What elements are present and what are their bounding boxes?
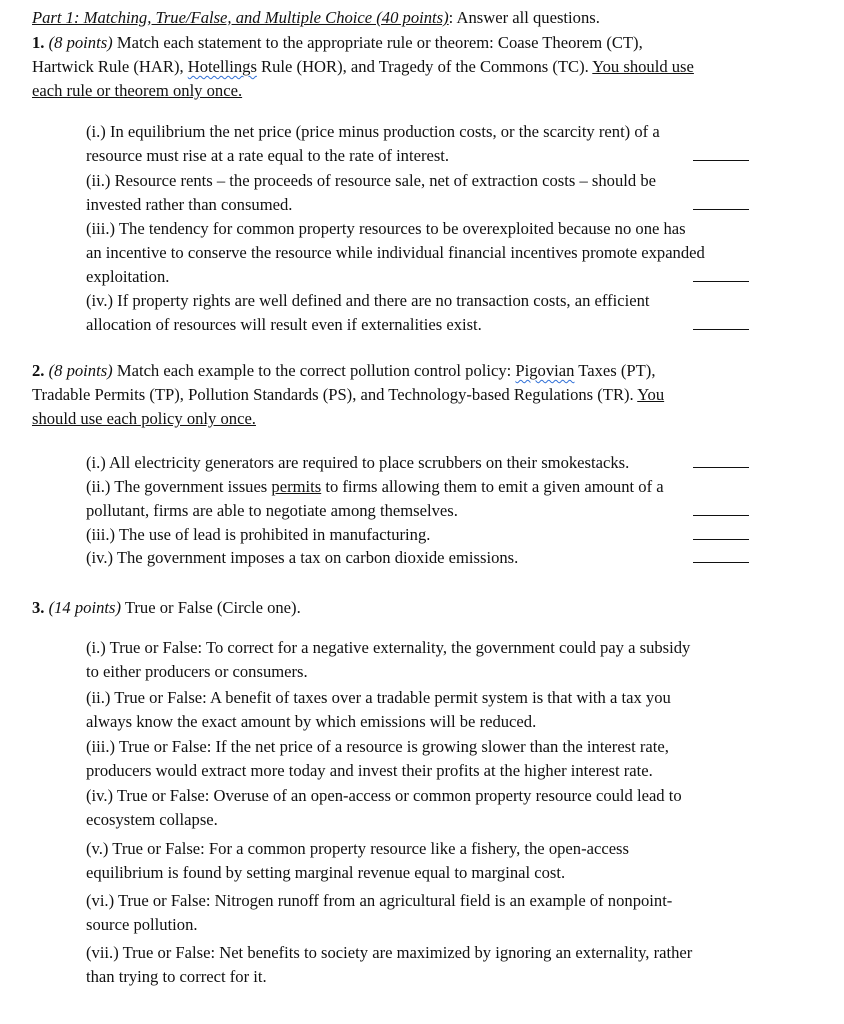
q3-item-4: (iv.) True or False: Overuse of an open-access or common property resource could lead to: [86, 786, 682, 805]
q1-item-2-cont: invested rather than consumed.: [86, 195, 293, 214]
q2-answer-blank-4[interactable]: [693, 562, 749, 563]
part-header: [32, 6, 600, 31]
spellcheck-word: Hotellings: [187, 57, 257, 76]
q1-item-3-cont: an incentive to conserve the resource while individual financial incentives promote expanded: [86, 243, 705, 262]
spellcheck-word: Pigovian: [515, 361, 575, 380]
q1-prompt-line-1: [32, 31, 643, 56]
q1-prompt-line-2: [32, 55, 694, 80]
part-title-separator: :: [448, 8, 454, 27]
q2-prompt-line-1: [32, 359, 655, 384]
q1-prompt-text-2b: Rule (HOR), and Tragedy of the Commons (TC).: [256, 57, 593, 76]
q3-item-7: (vii.) True or False: Net benefits to society are maximized by ignoring an externality, rather: [86, 943, 693, 962]
q1-item-4-cont: allocation of resources will result even if externalities exist.: [86, 315, 482, 334]
q3-heading-text: True or False (Circle one).: [120, 598, 301, 617]
q1-item-2: (ii.) Resource rents – the proceeds of resource sale, net of extraction costs – should be: [86, 171, 656, 190]
q3-item-5-cont: equilibrium is found by setting marginal revenue equal to marginal cost.: [86, 863, 566, 882]
q2-instruction-underlined: You: [637, 385, 665, 404]
q2-prompt-text-1b: Taxes (PT),: [574, 361, 656, 380]
q2-prompt-text-1a: Match each example to the correct pollution control policy:: [112, 361, 516, 380]
q3-item-6: (vi.) True or False: Nitrogen runoff from an agricultural field is an example of nonpoint-: [86, 891, 673, 910]
q2-item-2a: (ii.) The government issues: [86, 477, 272, 496]
q1-prompt-text-2a: Hartwick Rule (HAR),: [32, 57, 188, 76]
q1-prompt-text: Match each statement to the appropriate rule or theorem: Coase Theorem (CT),: [112, 33, 643, 52]
q2-item-2: [86, 475, 664, 500]
q2-instruction-underlined-2: should use each policy only once.: [32, 409, 256, 428]
q1-item-3-cont-2: exploitation.: [86, 267, 170, 286]
q1-points: (8 points): [48, 33, 113, 52]
part-title: Part 1: Matching, True/False, and Multiple Choice (40 points): [32, 8, 449, 27]
q3-item-7-cont: than trying to correct for it.: [86, 967, 267, 986]
q2-answer-blank-1[interactable]: [693, 467, 749, 468]
q2-item-3: (iii.) The use of lead is prohibited in manufacturing.: [86, 525, 431, 544]
q2-answer-blank-3[interactable]: [693, 539, 749, 540]
q3-heading: [32, 596, 301, 621]
q1-item-4: (iv.) If property rights are well defined and there are no transaction costs, an efficient: [86, 291, 650, 310]
q3-item-3-cont: producers would extract more today and invest their profits at the higher interest rate.: [86, 761, 653, 780]
q2-prompt-line-2: [32, 383, 664, 408]
q3-item-1-cont: to either producers or consumers.: [86, 662, 308, 681]
q1-answer-blank-4[interactable]: [693, 329, 749, 330]
q3-item-6-cont: source pollution.: [86, 915, 198, 934]
q1-item-1: (i.) In equilibrium the net price (price minus production costs, or the scarcity rent) of a: [86, 122, 660, 141]
q3-number: 3.: [32, 598, 45, 617]
q1-item-3: (iii.) The tendency for common property resources to be overexploited because no one has: [86, 219, 686, 238]
q2-item-2-underlined: permits: [271, 477, 322, 496]
q3-item-3: (iii.) True or False: If the net price of a resource is growing slower than the interest rate,: [86, 737, 669, 756]
q1-answer-blank-1[interactable]: [693, 160, 749, 161]
q1-instruction-underlined-2: each rule or theorem only once.: [32, 81, 243, 100]
q1-answer-blank-3[interactable]: [693, 281, 749, 282]
q3-points: (14 points): [48, 598, 121, 617]
q2-answer-blank-2[interactable]: [693, 515, 749, 516]
q2-number: 2.: [32, 361, 45, 380]
q3-item-5: (v.) True or False: For a common property resource like a fishery, the open-access: [86, 839, 629, 858]
q2-prompt-text-2a: Tradable Permits (TP), Pollution Standards (PS), and Technology-based Regulations (TR).: [32, 385, 638, 404]
q3-item-1: (i.) True or False: To correct for a negative externality, the government could pay a subsidy: [86, 638, 691, 657]
q3-item-2: (ii.) True or False: A benefit of taxes over a tradable permit system is that with a tax you: [86, 688, 671, 707]
q2-item-1: (i.) All electricity generators are required to place scrubbers on their smokestacks.: [86, 453, 630, 472]
q2-item-2b: to firms allowing them to emit a given amount of a: [321, 477, 664, 496]
q2-points: (8 points): [48, 361, 113, 380]
q2-item-2-cont: pollutant, firms are able to negotiate among themselves.: [86, 501, 458, 520]
q2-item-4: (iv.) The government imposes a tax on carbon dioxide emissions.: [86, 548, 519, 567]
q3-item-2-cont: always know the exact amount by which emissions will be reduced.: [86, 712, 537, 731]
q3-item-4-cont: ecosystem collapse.: [86, 810, 218, 829]
part-instruction: Answer all questions.: [453, 8, 600, 27]
q1-number: 1.: [32, 33, 45, 52]
q1-answer-blank-2[interactable]: [693, 209, 749, 210]
q1-instruction-underlined: You should use: [592, 57, 694, 76]
q1-item-1-cont: resource must rise at a rate equal to the rate of interest.: [86, 146, 450, 165]
